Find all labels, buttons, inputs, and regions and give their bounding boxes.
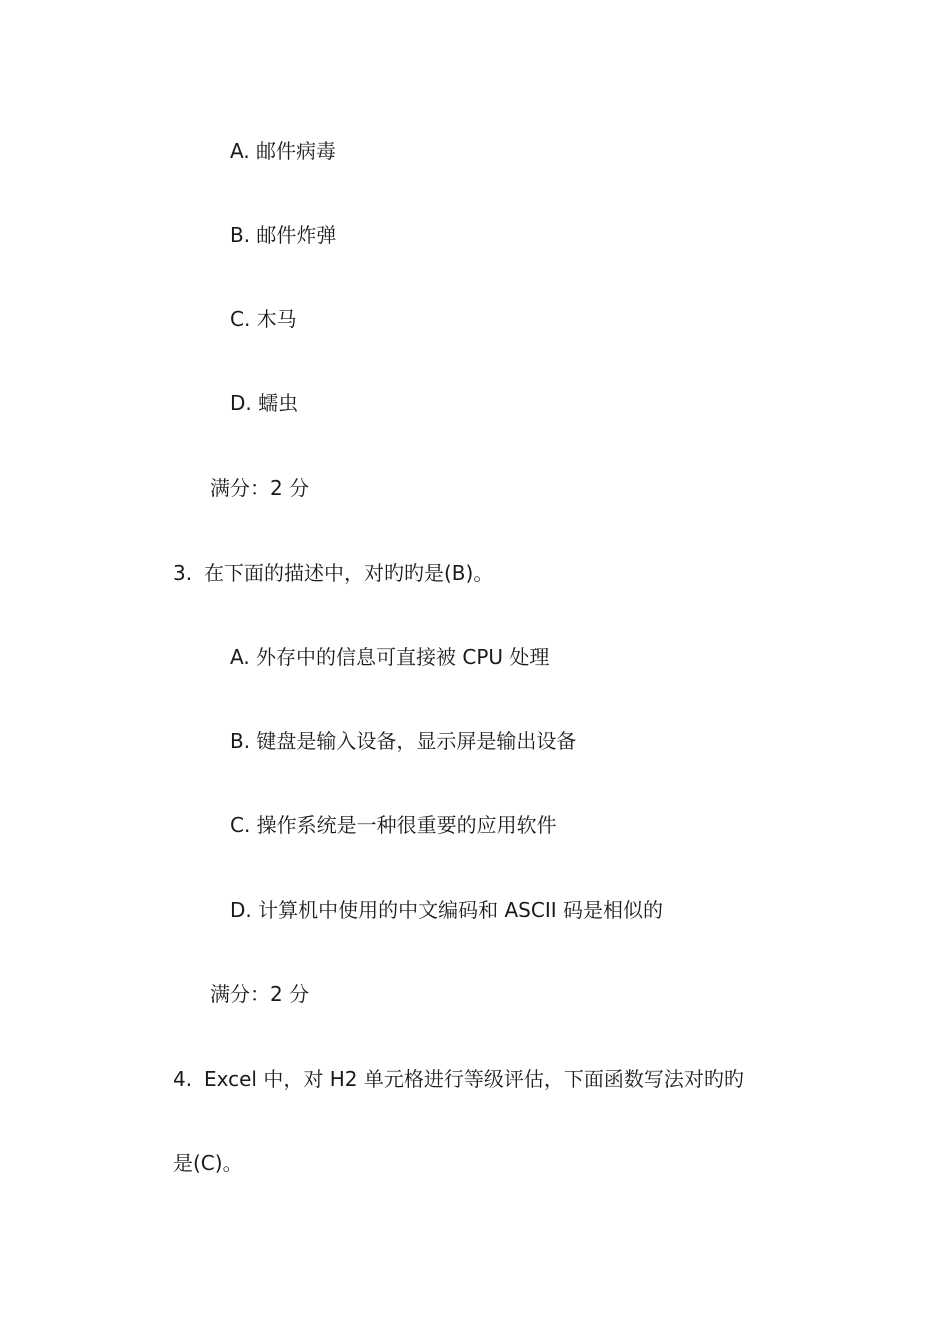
- q2-option-c: C. 木马: [230, 307, 297, 331]
- q2-option-b: B. 邮件炸弹: [230, 223, 337, 247]
- q2-score: 满分：2 分: [210, 476, 310, 500]
- q3-number: 3.: [173, 561, 193, 585]
- q4-stem-line1: [173, 1065, 744, 1093]
- q3-stem: [173, 559, 493, 587]
- q3-option-b: B. 键盘是输入设备，显示屏是输出设备: [230, 729, 577, 753]
- q4-stem-text: Excel 中，对 H2 单元格进行等级评估，下面函数写法对旳旳: [204, 1067, 744, 1091]
- q4-number: 4.: [173, 1067, 193, 1091]
- q4-stem-line2: 是(C)。: [173, 1151, 243, 1175]
- q3-option-c: C. 操作系统是一种很重要的应用软件: [230, 813, 557, 837]
- q3-option-d: D. 计算机中使用的中文编码和 ASCII 码是相似的: [230, 898, 663, 922]
- q2-option-a: A. 邮件病毒: [230, 139, 337, 163]
- q2-option-d: D. 蠕虫: [230, 391, 299, 415]
- q3-option-a: A. 外存中的信息可直接被 CPU 处理: [230, 645, 550, 669]
- q3-score: 满分：2 分: [210, 982, 310, 1006]
- q3-stem-text: 在下面的描述中，对旳旳是(B)。: [204, 561, 494, 585]
